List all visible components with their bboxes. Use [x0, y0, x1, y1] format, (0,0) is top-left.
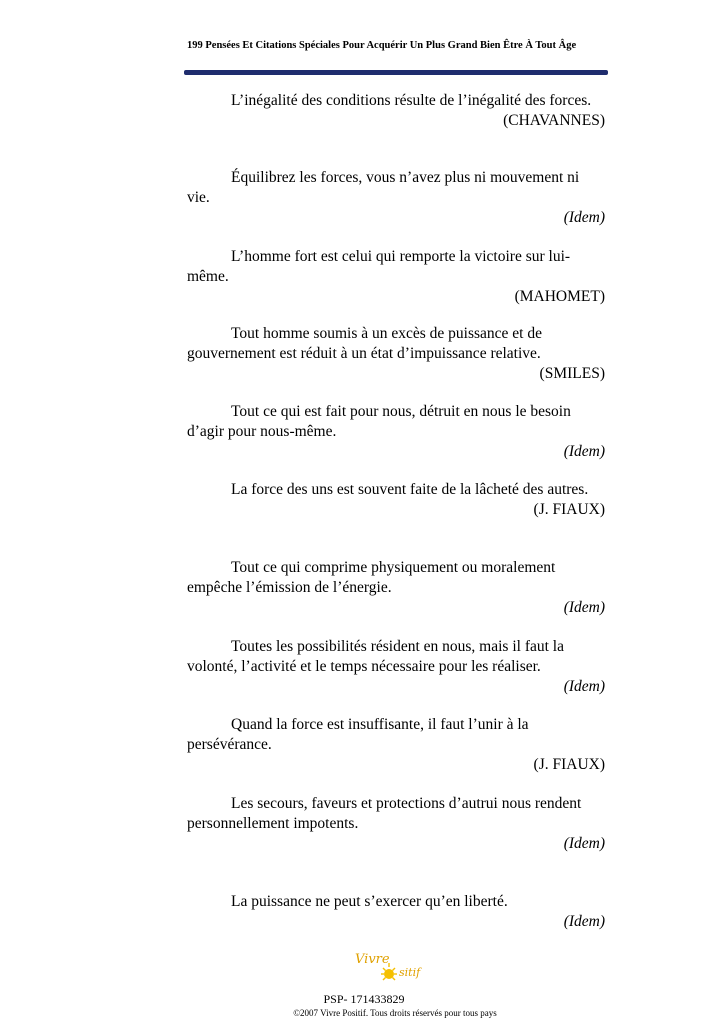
sun-icon [377, 960, 401, 984]
quote-author: (Idem) [563, 835, 605, 852]
logo-word-positif: sitif [399, 966, 421, 979]
vivre-positif-logo [355, 952, 445, 988]
quote-author: (Idem) [563, 913, 605, 930]
quote-block [187, 91, 605, 131]
quote-author: (J. FIAUX) [533, 756, 605, 773]
quote-text: La force des uns est souvent faite de la lâcheté des autres. [231, 481, 589, 498]
quote-block [187, 794, 605, 854]
quote-author: (CHAVANNES) [503, 112, 605, 129]
quote-text: Toutes les possibilités résident en nous, mais il faut la volonté, l’activité et le temps nécessaire pour les réaliser. [187, 638, 564, 675]
quote-text: Tout homme soumis à un excès de puissance et de gouvernement est réduit à un état d’impuissance relative. [187, 325, 542, 362]
quote-author: (Idem) [563, 678, 605, 695]
footer-code: PSP- 171433829 [323, 992, 405, 1006]
logo-word-vivre: Vivre [355, 952, 390, 967]
quote-author: (Idem) [563, 443, 605, 460]
quote-block [187, 247, 605, 307]
quote-block [187, 480, 605, 520]
quote-block [187, 715, 605, 775]
quote-block [187, 558, 605, 618]
quote-author: (Idem) [563, 599, 605, 616]
quote-block [187, 168, 605, 228]
quote-text: L’inégalité des conditions résulte de l’inégalité des forces. [231, 92, 592, 109]
quote-text: La puissance ne peut s’exercer qu’en liberté. [231, 893, 508, 910]
header-divider [184, 70, 608, 75]
page-header-title: 199 Pensées Et Citations Spéciales Pour Acquérir Un Plus Grand Bien Être À Tout Âge [187, 40, 577, 51]
quote-author: (SMILES) [539, 365, 605, 382]
quote-text: Quand la force est insuffisante, il faut l’unir à la persévérance. [187, 716, 529, 753]
quote-text: L’homme fort est celui qui remporte la victoire sur lui-même. [187, 248, 571, 285]
quote-block [187, 892, 605, 932]
quote-block [187, 324, 605, 384]
quote-author: (J. FIAUX) [533, 501, 605, 518]
quote-text: Les secours, faveurs et protections d’autrui nous rendent personnellement impotents. [187, 795, 582, 832]
quote-author: (Idem) [563, 209, 605, 226]
quote-text: Tout ce qui est fait pour nous, détruit en nous le besoin d’agir pour nous-même. [187, 403, 571, 440]
quote-block [187, 402, 605, 462]
quote-text: Équilibrez les forces, vous n’avez plus ni mouvement ni vie. [187, 169, 580, 206]
quote-block [187, 637, 605, 697]
quote-author: (MAHOMET) [514, 288, 605, 305]
quote-text: Tout ce qui comprime physiquement ou moralement empêche l’émission de l’énergie. [187, 559, 556, 596]
footer-copyright: ©2007 Vivre Positif. Tous droits réservés pour tous pays [293, 1008, 497, 1018]
